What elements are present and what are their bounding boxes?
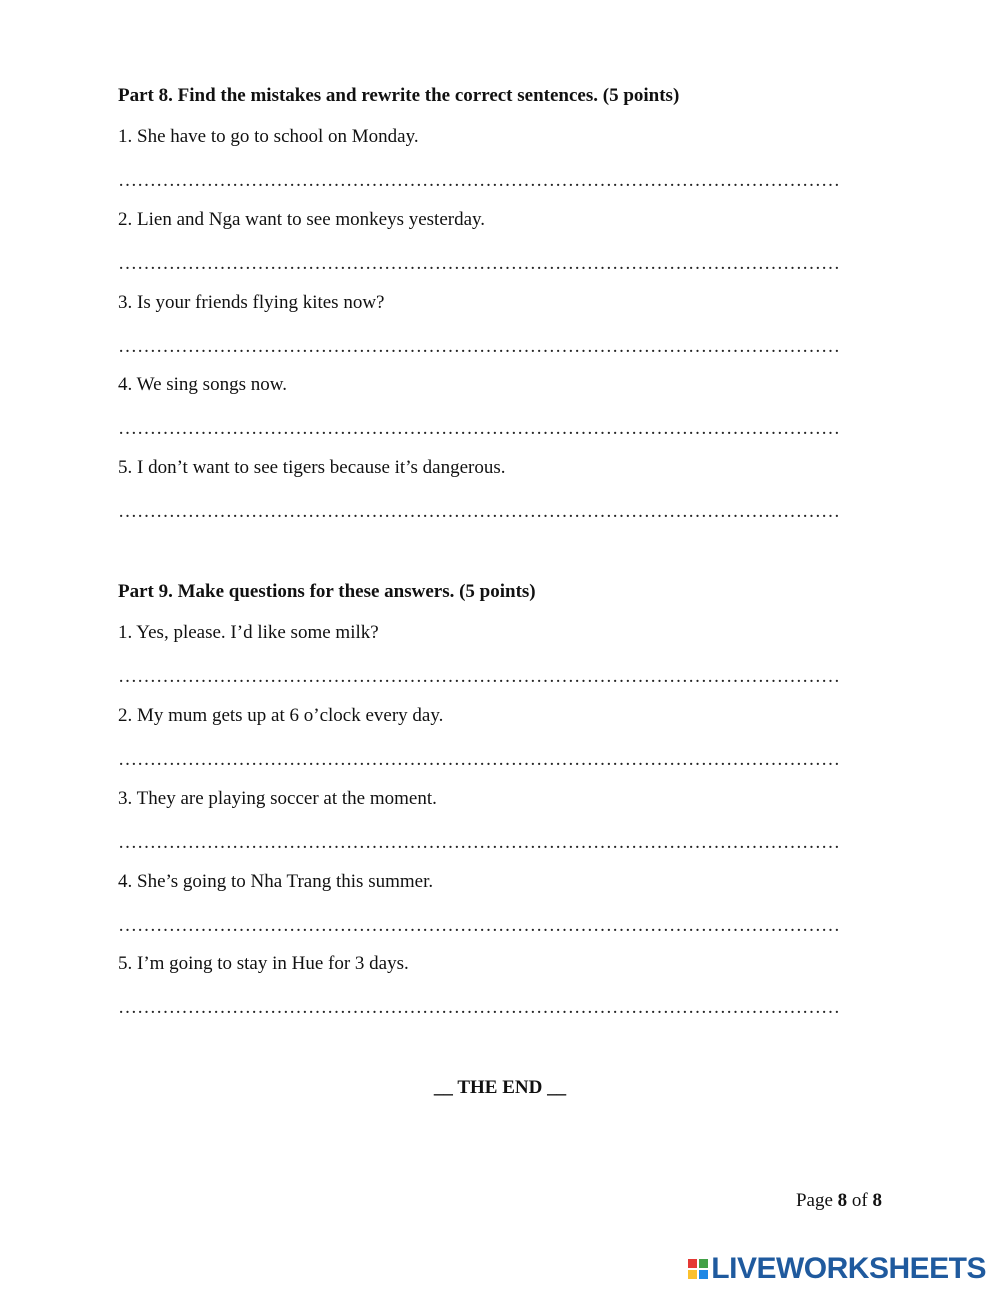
liveworksheets-logo[interactable]	[688, 1252, 986, 1286]
part8-answer-line-4[interactable]: ……………………………………………………………………………………………………	[118, 418, 840, 439]
part9-answer-line-1[interactable]: ……………………………………………………………………………………………………	[118, 666, 840, 687]
part9-question-3: 3. They are playing soccer at the moment.	[118, 788, 437, 809]
page-current: 8	[837, 1190, 848, 1211]
page-number	[796, 1190, 882, 1212]
part9-answer-line-2[interactable]: ……………………………………………………………………………………………………	[118, 749, 840, 770]
part8-answer-line-3[interactable]: ……………………………………………………………………………………………………	[118, 336, 840, 357]
part9-question-2: 2. My mum gets up at 6 o’clock every day.	[118, 705, 444, 726]
part8-answer-line-1[interactable]: ……………………………………………………………………………………………………	[118, 170, 840, 191]
liveworksheets-logo-text: LIVEWORKSHEETS	[711, 1252, 986, 1285]
part8-answer-line-2[interactable]: ……………………………………………………………………………………………………	[118, 253, 840, 274]
part9-answer-line-4[interactable]: ……………………………………………………………………………………………………	[118, 915, 840, 936]
part8-heading: Part 8. Find the mistakes and rewrite the correct sentences. (5 points)	[118, 85, 680, 106]
part8-question-3: 3. Is your friends flying kites now?	[118, 292, 385, 313]
part9-question-4: 4. She’s going to Nha Trang this summer.	[118, 871, 434, 892]
part9-question-1: 1. Yes, please. I’d like some milk?	[118, 622, 379, 643]
part9-heading: Part 9. Make questions for these answers. (5 points)	[118, 581, 536, 602]
page-prefix: Page	[795, 1190, 833, 1211]
part8-answer-line-5[interactable]: ……………………………………………………………………………………………………	[118, 501, 840, 522]
page-total: 8	[872, 1190, 882, 1211]
part8-question-1: 1. She have to go to school on Monday.	[118, 126, 419, 147]
page-of: of	[851, 1190, 868, 1211]
part8-question-5: 5. I don’t want to see tigers because it’s dangerous.	[118, 457, 506, 478]
end-marker: __ THE END __	[433, 1077, 567, 1098]
part8-question-2: 2. Lien and Nga want to see monkeys yesterday.	[118, 209, 486, 230]
part9-question-5: 5. I’m going to stay in Hue for 3 days.	[118, 953, 409, 974]
part8-question-4: 4. We sing songs now.	[118, 374, 287, 395]
part9-answer-line-3[interactable]: ……………………………………………………………………………………………………	[118, 832, 840, 853]
part9-answer-line-5[interactable]: ……………………………………………………………………………………………………	[118, 997, 840, 1018]
liveworksheets-logo-icon	[688, 1259, 708, 1279]
